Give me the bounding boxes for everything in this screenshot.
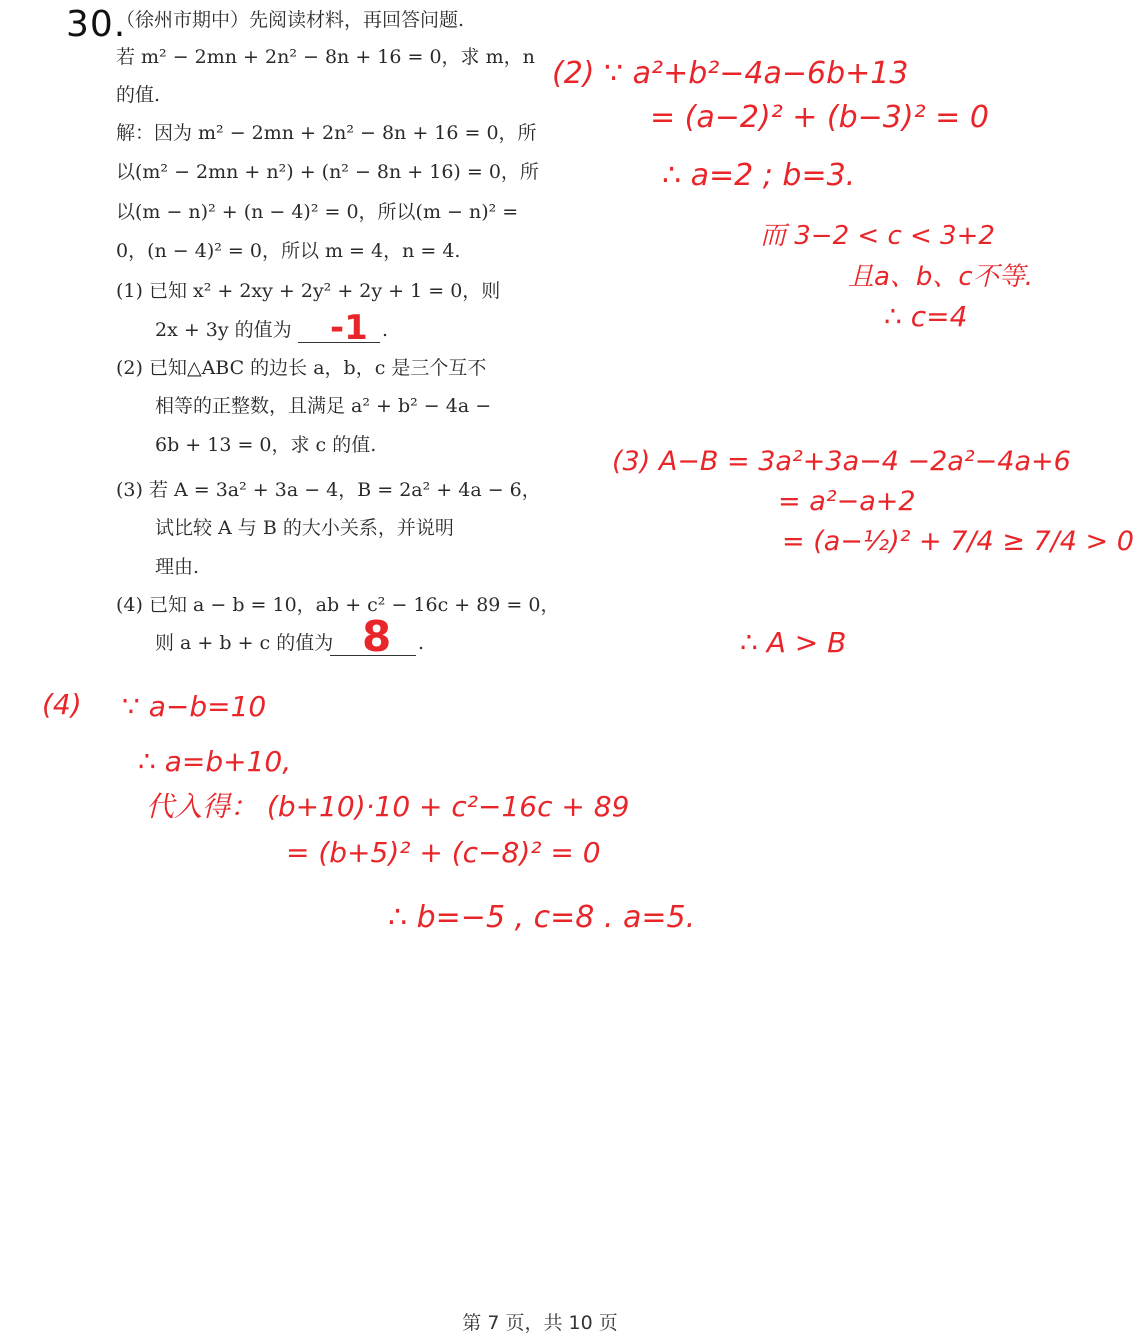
question-number: 30. bbox=[66, 4, 127, 45]
solution-line-4: 0，(n − 4)² = 0，所以 m = 4，n = 4. bbox=[116, 240, 461, 262]
question-header: （徐州市期中）先阅读材料，再回答问题. bbox=[116, 9, 465, 31]
hw-part4-line-3: 代入得： (b+10)·10 + c²−16c + 89 bbox=[146, 790, 630, 823]
part4-answer: 8 bbox=[362, 612, 392, 661]
part3-line-1: (3) 若 A = 3a² + 3a − 4，B = 2a² + 4a − 6， bbox=[116, 479, 541, 501]
hw-part4-line-2: ∴ a=b+10, bbox=[138, 745, 292, 778]
hw-part2-line-3: ∴ a=2 ; b=3. bbox=[662, 158, 856, 193]
part2-line-1: (2) 已知△ABC 的边长 a，b，c 是三个互不 bbox=[116, 357, 487, 379]
hw-part3-line-3: = (a−½)² + 7/4 ≥ 7/4 > 0 bbox=[782, 526, 1134, 557]
part1-line-2: 2x + 3y 的值为 bbox=[155, 319, 292, 341]
part3-line-2: 试比较 A 与 B 的大小关系，并说明 bbox=[155, 517, 454, 539]
hw-part3-line-2: = a²−a+2 bbox=[778, 486, 916, 517]
hw-part3-line-1: (3) A−B = 3a²+3a−4 −2a²−4a+6 bbox=[612, 446, 1071, 477]
hw-part4-line-1: ∵ a−b=10 bbox=[122, 690, 267, 723]
part1-line-1: (1) 已知 x² + 2xy + 2y² + 2y + 1 = 0，则 bbox=[116, 280, 501, 302]
hw-part4-line-5: ∴ b=−5 , c=8 . a=5. bbox=[388, 900, 696, 935]
hw-part2-line-2: = (a−2)² + (b−3)² = 0 bbox=[650, 100, 989, 135]
part2-line-2: 相等的正整数，且满足 a² + b² − 4a − bbox=[155, 395, 492, 417]
page-footer: 第 7 页，共 10 页 bbox=[462, 1312, 618, 1334]
hw-part2-line-5: 且a、b、c不等. bbox=[848, 262, 1033, 292]
hw-part4-label: (4) bbox=[42, 688, 82, 721]
part1-period: . bbox=[382, 319, 389, 341]
hw-part2-line-6: ∴ c=4 bbox=[884, 300, 968, 333]
hw-part2-line-4: 而 3−2 < c < 3+2 bbox=[760, 221, 995, 251]
hw-part2-line-1: (2) ∵ a²+b²−4a−6b+13 bbox=[552, 56, 909, 91]
solution-line-2: 以(m² − 2mn + n²) + (n² − 8n + 16) = 0，所 bbox=[116, 161, 539, 183]
material-line-1: 若 m² − 2mn + 2n² − 8n + 16 = 0，求 m，n bbox=[116, 46, 535, 68]
material-line-2: 的值. bbox=[116, 84, 161, 106]
part3-line-3: 理由. bbox=[155, 556, 200, 578]
part1-answer: -1 bbox=[330, 308, 368, 348]
part4-period: . bbox=[418, 632, 425, 654]
hw-part4-line-4: = (b+5)² + (c−8)² = 0 bbox=[286, 836, 601, 869]
part4-line-1: (4) 已知 a − b = 10，ab + c² − 16c + 89 = 0， bbox=[116, 594, 560, 616]
solution-line-3: 以(m − n)² + (n − 4)² = 0，所以(m − n)² = bbox=[116, 201, 519, 223]
solution-line-1: 解：因为 m² − 2mn + 2n² − 8n + 16 = 0，所 bbox=[116, 122, 537, 144]
part4-line-2: 则 a + b + c 的值为 bbox=[155, 632, 334, 654]
hw-part3-line-4: ∴ A > B bbox=[740, 626, 847, 659]
part2-line-3: 6b + 13 = 0，求 c 的值. bbox=[155, 434, 377, 456]
